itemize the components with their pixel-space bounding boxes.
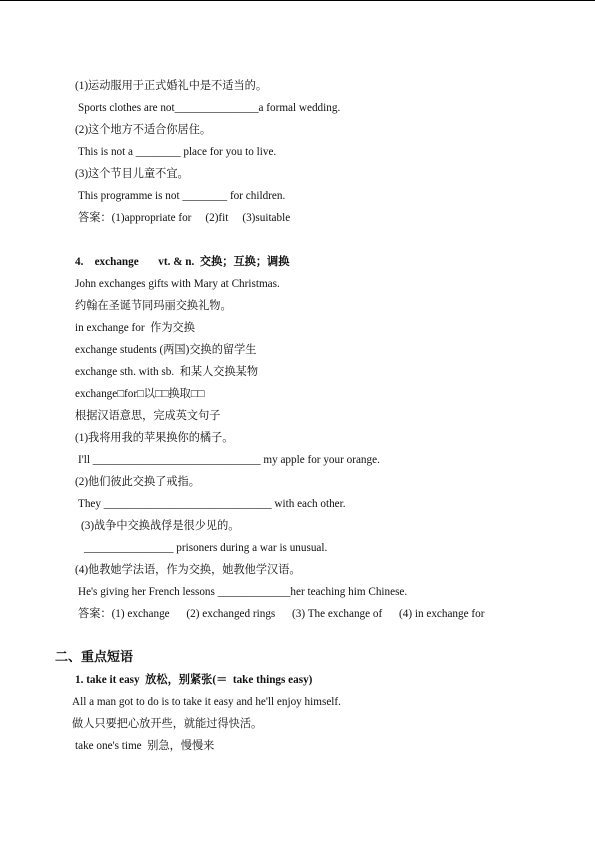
phrase-heading-take-it-easy: 1. take it easy 放松，别紧张(＝ take things easy) <box>75 674 313 686</box>
phrase-in-exchange-for: in exchange for 作为交换 <box>75 322 195 334</box>
question-3-english: This programme is not ________ for children. <box>78 190 286 202</box>
exercise-2-chinese: (2)他们彼此交换了戒指。 <box>75 476 200 488</box>
exercise-3-english: ________________ prisoners during a war is unusual. <box>84 542 328 554</box>
example-sentence-english: John exchanges gifts with Mary at Christmas. <box>75 278 280 290</box>
question-2-chinese: (2)这个地方不适合你居住。 <box>75 124 212 136</box>
phrase-exchange-for: exchange□for□以□□换取□□ <box>75 388 205 400</box>
phrase-example-chinese: 做人只要把心放开些，就能过得快活。 <box>72 718 263 730</box>
phrase-exchange-students: exchange students (两国)交换的留学生 <box>75 344 257 356</box>
section-heading: 二、重点短语 <box>55 649 134 664</box>
exercise-1-chinese: (1)我将用我的苹果换你的橘子。 <box>75 432 234 444</box>
vocab-heading-exchange: 4. exchange vt. & n. 交换；互换；调换 <box>75 256 290 268</box>
phrase-take-ones-time: take one's time 别急，慢慢来 <box>75 740 215 752</box>
exercise-4-chinese: (4)他教她学法语，作为交换，她教他学汉语。 <box>75 564 301 576</box>
phrase-example-english: All a man got to do is to take it easy and he'll enjoy himself. <box>72 696 341 708</box>
exercise-instruction: 根据汉语意思，完成英文句子 <box>75 410 221 422</box>
exercise-1-english: I'll ______________________________ my apple for your orange. <box>78 454 380 466</box>
answer-line-1: 答案：(1)appropriate for (2)fit (3)suitable <box>78 212 291 224</box>
example-sentence-chinese: 约翰在圣诞节同玛丽交换礼物。 <box>75 300 232 312</box>
question-2-english: This is not a ________ place for you to live. <box>78 146 277 158</box>
exercise-4-english: He's giving her French lessons _____________her teaching him Chinese. <box>78 586 408 598</box>
answer-line-2: 答案：(1) exchange (2) exchanged rings (3) The exchange of (4) in exchange for <box>78 608 485 620</box>
exercise-2-english: They ______________________________ with each other. <box>78 498 346 510</box>
phrase-exchange-with: exchange sth. with sb. 和某人交换某物 <box>75 366 259 378</box>
question-1-english: Sports clothes are not_______________a formal wedding. <box>78 102 341 114</box>
exercise-3-chinese: (3)战争中交换战俘是很少见的。 <box>81 520 240 532</box>
question-1-chinese: (1)运动服用于正式婚礼中是不适当的。 <box>75 80 268 92</box>
question-3-chinese: (3)这个节目儿童不宜。 <box>75 168 189 180</box>
